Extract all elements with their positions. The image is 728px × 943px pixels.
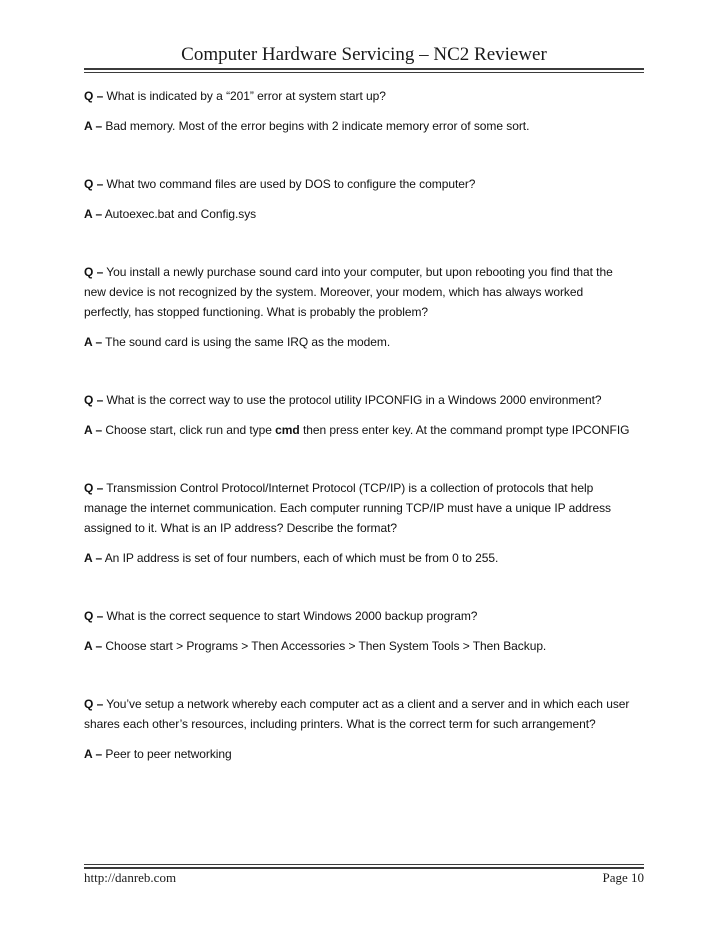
- qa-item: [84, 86, 644, 136]
- question-line: [84, 282, 644, 302]
- answer-text: Peer to peer networking: [105, 747, 232, 761]
- qa-item: [84, 262, 644, 352]
- question-line: [84, 478, 644, 498]
- answer-line: [84, 116, 644, 136]
- question-line: [84, 302, 644, 322]
- question-line: [84, 518, 644, 538]
- answer-label: A –: [84, 551, 103, 565]
- answer-bold-text: cmd: [275, 423, 300, 437]
- question-line: [84, 174, 644, 194]
- question-label: Q –: [84, 697, 104, 711]
- question-line: [84, 694, 644, 714]
- question-text: You’ve setup a network whereby each computer act as a client and a server and in which each user: [106, 697, 630, 711]
- question-text: perfectly, has stopped functioning. What is probably the problem?: [84, 305, 429, 319]
- question-label: Q –: [84, 609, 104, 623]
- question-line: [84, 498, 644, 518]
- question-text: What is indicated by a “201” error at system start up?: [106, 89, 386, 103]
- question-label: Q –: [84, 265, 104, 279]
- answer-line: [84, 744, 644, 764]
- question-text: What is the correct way to use the protocol utility IPCONFIG in a Windows 2000 environment?: [106, 393, 602, 407]
- question-line: [84, 714, 644, 734]
- qa-item: [84, 390, 644, 440]
- question-line: [84, 262, 644, 282]
- question-label: Q –: [84, 481, 104, 495]
- answer-line: [84, 420, 644, 440]
- answer-label: A –: [84, 639, 103, 653]
- question-text: Transmission Control Protocol/Internet Protocol (TCP/IP) is a collection of protocols that help: [106, 481, 594, 495]
- answer-text: Choose start > Programs > Then Accessories > Then System Tools > Then Backup.: [105, 639, 547, 653]
- question-text: You install a newly purchase sound card into your computer, but upon rebooting you find that the: [106, 265, 613, 279]
- answer-label: A –: [84, 335, 103, 349]
- answer-line: [84, 636, 644, 656]
- answer-text: Bad memory. Most of the error begins with 2 indicate memory error of some sort.: [105, 119, 530, 133]
- question-text: What is the correct sequence to start Windows 2000 backup program?: [106, 609, 478, 623]
- question-label: Q –: [84, 89, 104, 103]
- question-text: shares each other’s resources, including printers. What is the correct term for such arrangement?: [84, 717, 596, 731]
- question-label: Q –: [84, 177, 104, 191]
- answer-label: A –: [84, 119, 103, 133]
- qa-item: [84, 606, 644, 656]
- answer-text: then press enter key. At the command prompt type IPCONFIG: [299, 423, 630, 437]
- answer-label: A –: [84, 747, 103, 761]
- question-text: manage the internet communication. Each computer running TCP/IP must have a unique IP address: [84, 501, 611, 515]
- question-text: new device is not recognized by the system. Moreover, your modem, which has always worked: [84, 285, 584, 299]
- header-divider: [84, 68, 644, 73]
- question-line: [84, 606, 644, 626]
- answer-text: Autoexec.bat and Config.sys: [104, 207, 257, 221]
- answer-text: The sound card is using the same IRQ as the modem.: [105, 335, 391, 349]
- qa-item: [84, 478, 644, 568]
- footer-url: http://danreb.com: [84, 870, 177, 885]
- header-title: Computer Hardware Servicing – NC2 Reviewer: [181, 44, 547, 65]
- answer-line: [84, 204, 644, 224]
- answer-text: Choose start, click run and type: [105, 423, 276, 437]
- answer-label: A –: [84, 207, 103, 221]
- question-label: Q –: [84, 393, 104, 407]
- footer-divider: [84, 864, 644, 869]
- question-line: [84, 390, 644, 410]
- question-text: What two command files are used by DOS to configure the computer?: [106, 177, 476, 191]
- qa-item: [84, 694, 644, 764]
- question-line: [84, 86, 644, 106]
- answer-text: An IP address is set of four numbers, each of which must be from 0 to 255.: [104, 551, 499, 565]
- answer-label: A –: [84, 423, 103, 437]
- footer-page-number: Page 10: [602, 870, 644, 885]
- question-text: assigned to it. What is an IP address? Describe the format?: [84, 521, 397, 535]
- qa-item: [84, 174, 644, 224]
- qa-content: [84, 86, 644, 764]
- answer-line: [84, 332, 644, 352]
- answer-line: [84, 548, 644, 568]
